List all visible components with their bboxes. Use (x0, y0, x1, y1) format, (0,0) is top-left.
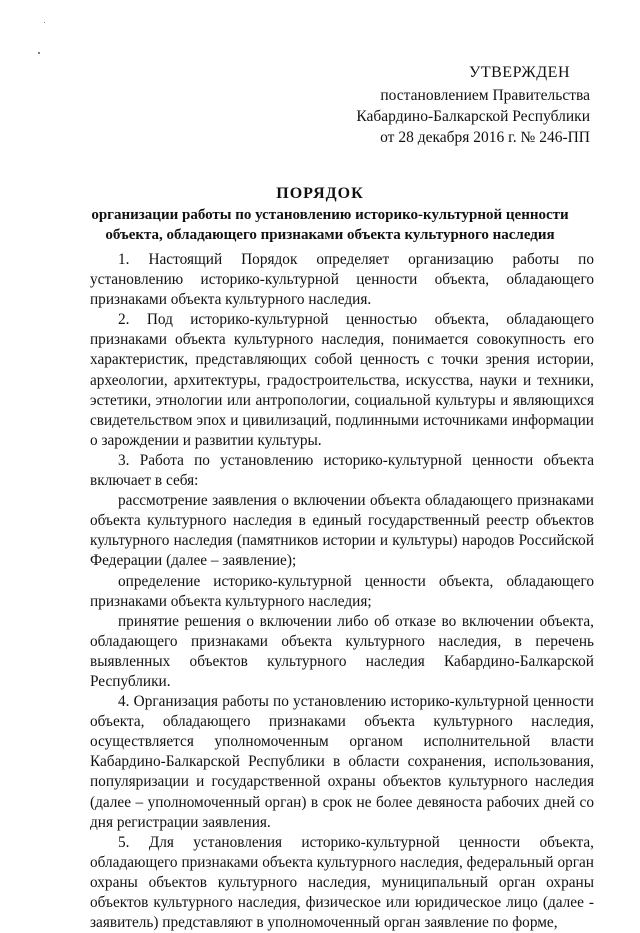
scan-speck (44, 22, 45, 23)
document-subtitle: организации работы по установлению историко-культурной ценности объекта, обладающего признаками объекта культурного наследия (91, 207, 569, 243)
approval-heading: УТВЕРЖДЕН (469, 64, 570, 81)
paragraph: принятие решения о включении либо об отказе во включении объекта, обладающего признаками объекта культурного наследия, в перечень выявленных объектов культурного наследия Кабардино-Балкарской Республики. (90, 612, 594, 690)
paragraph: 2. Под историко-культурной ценностью объекта, обладающего признаками объекта культурного наследия, понимается совокупность его характеристик, представляющих собой ценность с точки зрения истории, археологии, архитектуры, градостроительства, искусства, науки и техники, эстетики, этнологии или антропологии, социальной культуры и являющихся свидетельством эпох и цивилизаций, подлинными источниками информации о зарождении и развитии культуры. (90, 311, 594, 449)
approval-block (356, 62, 590, 148)
paragraph: 4. Организация работы по установлению историко-культурной ценности объекта, обладающего признаками объекта культурного наследия, осуществляется уполномоченным органом исполнительной власти Кабардино-Балкарской Республики в области сохранения, использования, популяризации и государственной охраны объектов культурного наследия (далее – уполномоченный орган) в срок не более девяноста рабочих дней со дня регистрации заявления. (90, 693, 594, 831)
document-body (90, 250, 594, 933)
paragraph: рассмотрение заявления о включении объекта обладающего признаками объекта культурного наследия в единый государственный реестр объектов культурного наследия (памятников истории и культуры) народов Российской Федерации (далее – заявление); (90, 492, 594, 570)
scan-speck (38, 52, 40, 54)
paragraph: 3. Работа по установлению историко-культурной ценности объекта включает в себя: (90, 451, 594, 490)
document-title: ПОРЯДОК (276, 185, 364, 202)
approval-line: Кабардино-Балкарской Республики (356, 108, 590, 125)
approval-line: постановлением Правительства (380, 87, 590, 104)
paragraph: 1. Настоящий Порядок определяет организацию работы по установлению историко-культурной ценности объекта, обладающего признаками объекта культурного наследия. (90, 251, 594, 309)
approval-line: от 28 декабря 2016 г. № 246-ПП (380, 129, 590, 146)
paragraph: определение историко-культурной ценности объекта, обладающего признаками объекта культурного наследия; (90, 572, 594, 610)
paragraph: 5. Для установления историко-культурной ценности объекта, обладающего признаками объекта культурного наследия, федеральный орган охраны объектов культурного наследия, муниципальный орган охраны объектов культурного наследия, физическое или юридическое лицо (далее - заявитель) представляют в уполномоченный орган заявление по форме, (90, 833, 594, 932)
